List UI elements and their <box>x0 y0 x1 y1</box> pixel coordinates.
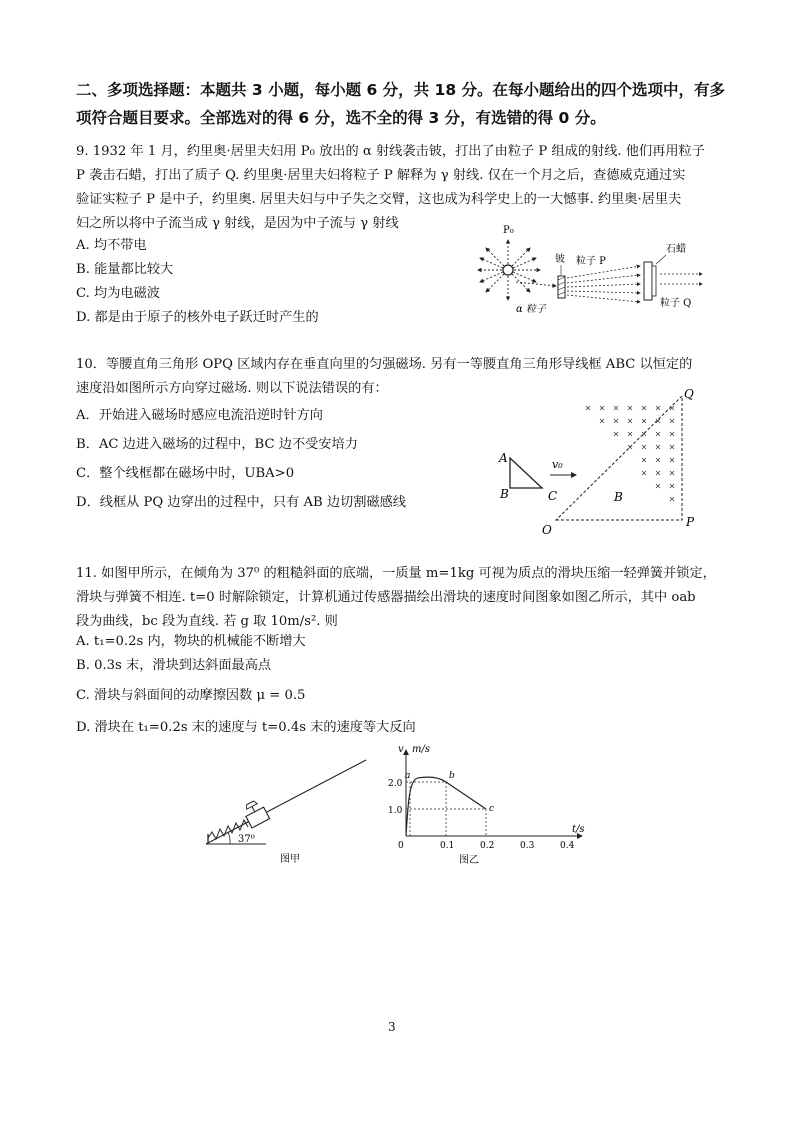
q10-line-2: 速度沿如图所示方向穿过磁场. 则以下说法错误的有： <box>76 381 388 396</box>
y-axis-unit: m/s <box>412 744 430 755</box>
beryllium-plate <box>558 276 565 298</box>
q9-figure <box>470 220 710 330</box>
beryllium-label: 铍 <box>555 254 565 265</box>
x-tick-label: 0 <box>398 841 404 851</box>
q11-figure-jia <box>200 756 372 868</box>
x-tick-label: 0.1 <box>440 841 455 851</box>
section-header <box>76 76 736 132</box>
q10-figure <box>490 384 710 536</box>
y-axis-label: v <box>398 744 404 755</box>
q10-line-1: 10．等腰直角三角形 OPQ 区域内存在垂直向里的匀强磁场. 另有一等腰直角三角形导线框 ABC 以恒定的 <box>76 357 693 372</box>
label-o: O <box>542 523 552 536</box>
figure-jia-caption: 图甲 <box>280 854 300 865</box>
q10-option-a[interactable]: A．开始进入磁场时感应电流沿逆时针方向 <box>76 408 323 423</box>
x-tick-label: 0.2 <box>480 841 495 851</box>
label-a: A <box>499 451 508 465</box>
question-11-stem <box>76 562 736 634</box>
q9-line-2: P 袭击石蜡，打出了质子 Q. 约里奥·居里夫妇将粒子 P 解释为 γ 射线. 仅在一个月之后，查德威克通过实 <box>76 168 686 183</box>
q11-option-c[interactable]: C. 滑块与斜面间的动摩擦因数 μ = 0.5 <box>76 688 306 703</box>
y-tick-label: 2.0 <box>388 779 403 789</box>
po-source-icon <box>478 240 540 300</box>
q10-option-d[interactable]: D．线框从 PQ 边穿出的过程中，只有 AB 边切割磁感线 <box>76 495 406 510</box>
y-tick-label: 1.0 <box>388 806 403 816</box>
wire-frame-abc <box>510 458 542 488</box>
q11-option-d[interactable]: D. 滑块在 t₁=0.2s 末的速度与 t=0.4s 末的速度等大反向 <box>76 720 416 735</box>
q11-option-b[interactable]: B. 0.3s 末，滑块到达斜面最高点 <box>76 658 272 673</box>
vt-graph <box>388 744 585 851</box>
q9-line-1: 9. 1932 年 1 月，约里奥·居里夫妇用 P₀ 放出的 α 射线袭击铍，打出了由粒子 P 组成的射线. 他们再用粒子 <box>76 144 705 159</box>
particle-p-label: 粒子 P <box>576 256 606 267</box>
q11-line-1: 11. 如图甲所示，在倾角为 37⁰ 的粗糙斜面的底端，一质量 m=1kg 可视为质点的滑块压缩一轻弹簧并锁定， <box>76 566 716 581</box>
q11-options <box>76 632 636 742</box>
label-b: B <box>500 487 509 501</box>
q11-line-3: 段为曲线，bc 段为直线. 若 g 取 10m/s². 则 <box>76 614 338 629</box>
po-label: P₀ <box>503 225 514 236</box>
section-title-line-2: 项符合题目要求。全部选对的得 6 分，选不全的得 3 分，有选错的得 0 分。 <box>76 109 606 127</box>
paraffin-block <box>644 262 656 300</box>
paraffin-label: 石蜡 <box>666 244 686 255</box>
x-tick-label: 0.4 <box>560 841 575 851</box>
q10-options <box>76 406 476 522</box>
q9-option-d[interactable]: D. 都是由于原子的核外电子跃迁时产生的 <box>76 310 319 325</box>
q9-options <box>76 236 456 332</box>
label-field-b: B <box>614 490 623 504</box>
page-number: 3 <box>388 1020 396 1034</box>
q11-option-a[interactable]: A. t₁=0.2s 内，物块的机械能不断增大 <box>76 634 306 649</box>
particle-q-label: 粒子 Q <box>660 298 692 309</box>
q10-option-c[interactable]: C．整个线框都在磁场中时，UBA>0 <box>76 466 295 481</box>
point-a-label: a <box>405 771 411 781</box>
q11-figure-yi <box>386 740 594 868</box>
particle-q-rays <box>660 274 702 284</box>
label-q: Q <box>684 387 694 401</box>
section-title-line-1: 二、多项选择题：本题共 3 小题，每小题 6 分，共 18 分。在每小题给出的四个选项中，有多 <box>76 81 726 99</box>
q9-option-a[interactable]: A. 均不带电 <box>76 238 147 253</box>
incline-slope <box>206 760 366 844</box>
q10-option-b[interactable]: B．AC 边进入磁场的过程中，BC 边不受安培力 <box>76 437 358 452</box>
q9-line-4: 妇之所以将中子流当成 γ 射线，是因为中子流与 γ 射线 <box>76 216 399 231</box>
figure-yi-caption: 图乙 <box>459 855 479 866</box>
particle-p-rays <box>567 266 640 302</box>
q9-option-c[interactable]: C. 均为电磁波 <box>76 286 160 301</box>
x-axis-label: t/s <box>572 824 585 835</box>
alpha-ray-arrow <box>516 282 556 286</box>
q9-option-b[interactable]: B. 能量都比较大 <box>76 262 174 277</box>
alpha-particle-label: α 粒子 <box>516 304 546 315</box>
q11-line-2: 滑块与弹簧不相连. t=0 时解除锁定，计算机通过传感器描绘出滑块的速度时间图象如图乙所示，其中 oab <box>76 590 696 605</box>
velocity-label: v₀ <box>552 458 563 471</box>
field-crosses <box>586 406 674 501</box>
x-tick-label: 0.3 <box>520 841 535 851</box>
point-c-label: c <box>489 804 495 814</box>
q9-line-3: 验证实粒子 P 是中子，约里奥. 居里夫妇与中子失之交臂，这也成为科学史上的一大憾事. 约里奥·居里夫 <box>76 192 682 207</box>
point-b-label: b <box>449 771 455 781</box>
label-p: P <box>686 515 695 529</box>
label-c: C <box>548 489 558 503</box>
angle-label: 37⁰ <box>238 834 255 845</box>
